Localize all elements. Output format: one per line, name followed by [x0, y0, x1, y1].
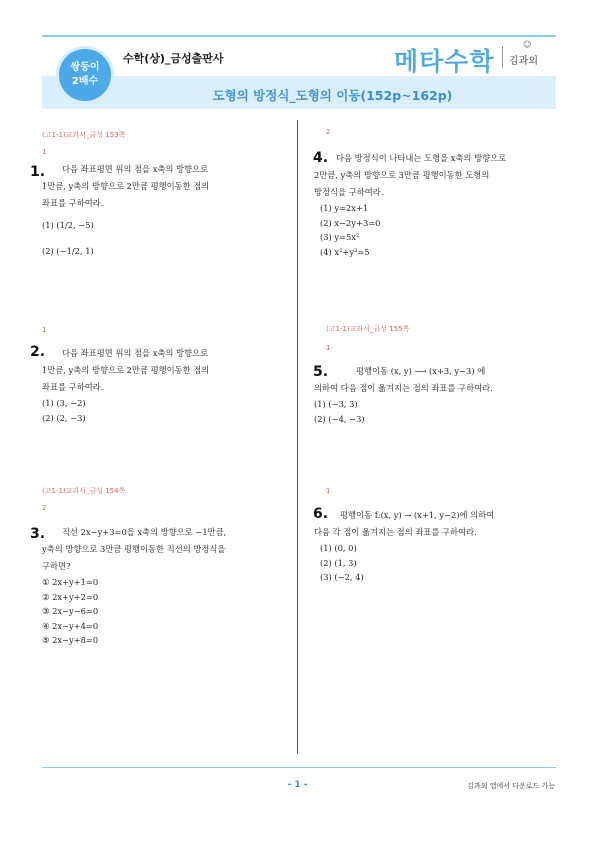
question-option: (2) x−2y+3=0: [320, 217, 381, 228]
footer-note: 김과외 앱에서 다운로드 가능: [467, 782, 555, 790]
question-option: (1) (3, −2): [42, 398, 86, 408]
question-line: y축의 방향으로 3만큼 평행이동한 직선의 방정식을: [42, 544, 226, 554]
question-line: 1만큼, y축의 방향으로 2만큼 평행이동한 점의: [42, 181, 210, 191]
question-line: 좌표를 구하여라.: [42, 382, 104, 392]
question-source: (고1-1)교과서_금성 154쪽: [42, 487, 126, 495]
question-option: ⑤ 2x−y+8=0: [42, 635, 99, 645]
question-answer-count: 2: [42, 504, 47, 512]
logo-separator: [502, 46, 503, 68]
question-answer-count: 1: [326, 487, 331, 495]
question-line: 1만큼, y축의 방향으로 2만큼 평행이동한 점의: [42, 365, 210, 375]
question-line: 구하면?: [42, 561, 71, 571]
header-top-line: [42, 35, 556, 37]
question-text: [42, 524, 287, 648]
question-option: (2) (−1/2, 1): [42, 246, 94, 256]
question-answer-count: 1: [42, 148, 47, 156]
question-line: 다음 좌표평면 위의 점을 x축의 방향으로: [62, 348, 209, 358]
question-option: ③ 2x−y−6=0: [42, 606, 99, 616]
question-source: (고1-1)교과서_금성 155쪽: [326, 325, 410, 333]
question-option: (4) x²+y²=5: [320, 246, 370, 257]
question-text: [42, 161, 287, 264]
question-option: (1) (1/2, −5): [42, 220, 94, 230]
question-line: 다음 좌표평면 위의 점을 x축의 방향으로: [62, 164, 209, 174]
question-text: [42, 345, 287, 425]
question-number: 2.: [30, 344, 46, 360]
question-option: ① 2x+y+1=0: [42, 577, 99, 587]
question-option: (1) (−3, 3): [314, 399, 358, 409]
question-text: [314, 507, 558, 585]
book-title: 수학(상)_금성출판사: [123, 52, 224, 65]
question-option: ② 2x+y+2=0: [42, 591, 99, 602]
question-option: ④ 2x−y+4=0: [42, 620, 99, 631]
question-text: [314, 363, 558, 426]
question-line: 직선 2x−y+3=0을 x축의 방향으로 −1만큼,: [62, 527, 227, 537]
question-option: (2) (−4, −3): [314, 413, 365, 424]
column-divider: [297, 120, 298, 754]
question-option: (1) (0, 0): [320, 543, 357, 553]
question-option: (1) y=2x+1: [320, 203, 369, 213]
question-number: 6.: [313, 506, 329, 522]
question-number: 1.: [30, 164, 46, 180]
question-line: 의하여 다음 점이 옮겨지는 점의 좌표를 구하여라.: [314, 383, 493, 393]
question-number: 3.: [30, 526, 46, 542]
badge-line1: 쌍둥이: [70, 62, 100, 73]
question-line: 좌표를 구하여라.: [42, 198, 104, 208]
question-line: 방정식을 구하여라.: [314, 187, 384, 197]
question-option: (2) (1, 3): [320, 557, 357, 568]
brand-sub-logo: 김과외: [509, 56, 538, 67]
question-option: (2) (2, −3): [42, 412, 86, 423]
question-number: 4.: [313, 150, 329, 166]
question-option: (3) y=5x²: [320, 232, 360, 242]
question-source: (고1-1)교과서_금성 153쪽: [42, 131, 126, 139]
brand-logo: 메타수학: [394, 47, 495, 76]
question-line: 2만큼, y축의 방향으로 3만큼 평행이동한 도형의: [314, 170, 490, 180]
question-line: 다음 방정식이 나타내는 도형을 x축의 방향으로: [336, 153, 507, 163]
person-icon: ☺: [523, 40, 532, 49]
question-line: 다음 각 점이 옮겨지는 점의 좌표를 구하여라.: [314, 527, 477, 537]
question-line: 평행이동 f:(x, y) → (x+1, y−2)에 의하여: [340, 510, 495, 520]
footer-line: [42, 767, 556, 768]
question-answer-count: 2: [326, 128, 331, 136]
chapter-title: 도형의 방정식_도형의 이동(152p~162p): [212, 88, 453, 103]
question-line: 평행이동 (x, y) ⟶ (x+3, y−3) 에: [356, 366, 486, 376]
question-answer-count: 1: [42, 326, 47, 334]
page-number: - 1 -: [287, 780, 308, 790]
question-text: [314, 150, 558, 259]
question-number: 5.: [313, 364, 329, 380]
badge-line2: 2배수: [71, 76, 99, 87]
question-option: (3) (−2, 4): [320, 572, 364, 582]
question-answer-count: 1: [326, 344, 331, 352]
